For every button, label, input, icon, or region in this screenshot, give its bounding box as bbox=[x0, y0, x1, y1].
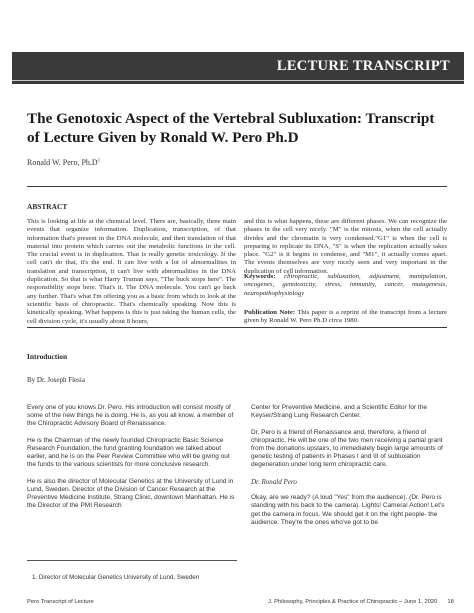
abstract-top-rule bbox=[27, 186, 447, 187]
footnote: 1. Director of Molecular Genetics University of Lund, Sweden bbox=[32, 574, 200, 581]
header-bar bbox=[12, 52, 464, 84]
keywords-label: Keywords: bbox=[244, 273, 276, 280]
paragraph: Okay, are we ready? (A loud "Yes" from the audience). (Dr. Pero is standing with his back to the camera). Lights! Camera! Action! Let's get the camera in focus. We should get it on the right people- the audience. They're the ones who've got to be bbox=[251, 494, 445, 526]
keywords bbox=[244, 273, 447, 298]
keywords-list: chiropractic, subluxation, adjustment, manipulation, oncogenes, genotoxicity, stress, immunity, cancer, mutagenesis, neuropathophysiology bbox=[244, 273, 447, 297]
paragraph: Every one of you knows Dr. Pero. His introduction will consist mostly of some of the new things he is doing. He is, as you all know, a member of the Chiropractic Advisory Board of Renaissance. bbox=[27, 404, 234, 428]
abstract-heading: ABSTRACT bbox=[27, 202, 68, 211]
body-column-right bbox=[251, 404, 447, 535]
publication-note-text: This paper is a reprint of the transcript from a lecture given by Ronald W. Pero Ph.D circa 1980. bbox=[244, 309, 447, 325]
paragraph: He is also the director of Molecular Genetics at the University of Lund in Lund, Sweden. Director of the Division of Cancer Research at the Preventive Medicine Institute, Strang Clinic, downtown Manhattan. He is the Director of the PMI Research bbox=[27, 477, 235, 510]
abstract-text-right: and this is what happens, these are different phases. We can recognize the phases in the cell very nicely. "M" is the mitosis, when the cell actually divides and the chromatin is very condensed."G1" is when the cell is preparing to replicate its DNA, "S" is when the replication actually takes place. "G2" is it begins to condense, and "M1", it actually comes apart. The events themselves are very nicely seen and very important in the duplication of cell information. bbox=[244, 218, 447, 275]
publication-note bbox=[244, 309, 447, 326]
author-line bbox=[27, 158, 100, 167]
publication-note-label: Publication Note: bbox=[244, 309, 296, 316]
author-name: Ronald W. Pero, Ph.D bbox=[27, 158, 98, 167]
speaker-heading: Dr. Ronald Pero bbox=[251, 477, 297, 486]
footer-left: Pero Transcript of Lecture bbox=[27, 599, 94, 605]
paragraph: He is the Chairman of the newly founded Chiropractic Basic Science Research Foundation, the fund granting foundation we talked about earlier, and he is on the Peer Review Committee who will be giving out the funds to the various scientists for more conclusive research. bbox=[27, 436, 230, 469]
journal-citation: J. Philosophy, Principles & Practice of Chiropractic – June 1, 2020 bbox=[268, 599, 438, 605]
paragraph: Dr. Pero is a friend of Renaissance and, therefore, a friend of chiropractic. He will be one of the two men receiving a partial grant from the donations upstairs, to immediately begin large amounts of genetic testing of patients in Phases I and III of subluxation degeneration under long term chiropractic care. bbox=[251, 428, 443, 469]
footer-right bbox=[268, 599, 454, 605]
author-footnote-mark: 1 bbox=[97, 158, 101, 164]
header-underline bbox=[12, 80, 464, 81]
abstract-text-left: This is looking at life at the chemical level. There are, basically, three main events that organize information. Duplication, transcription, of that information that's present in the DNA molecule, and then translation of that material into protein which carries out the metabolic functions in the cell. The crucial event is in duplication. That is really genetic toxicology. If the cell can't do that, it's the end. It can live with a lot of abnormalities in translation and transcription, it can't live with abnormalities in the DNA duplication. So that is what Harry Truman says, "The buck stops here". The responsibility stops here. That's it. The DNA molecule. You can't go back any further. That's what I'm offering you as a basic from which to look at the scientific basis of chiropractic. That's chemically speaking. Now this is kinetically speaking. What happens is this is just taking the human cells, the cell division cycle, it's usually about 8 hours, bbox=[27, 218, 236, 325]
abstract-bottom-rule bbox=[27, 327, 447, 328]
footnote-rule bbox=[27, 560, 237, 561]
intro-heading: Introduction bbox=[27, 352, 68, 361]
paragraph: Center for Preventive Medicine, and a Scientific Editor for the Keyser/Strang Lung Research Center. bbox=[251, 404, 427, 420]
section-label: LECTURE TRANSCRIPT bbox=[276, 58, 450, 74]
page-number: 18 bbox=[447, 599, 454, 605]
intro-byline: By Dr. Joseph Flesia bbox=[27, 376, 85, 384]
body-column-left bbox=[27, 404, 237, 519]
article-title: The Genotoxic Aspect of the Vertebral Subluxation: Transcript of Lecture Given by Ronald W. Pero Ph.D bbox=[27, 110, 435, 146]
